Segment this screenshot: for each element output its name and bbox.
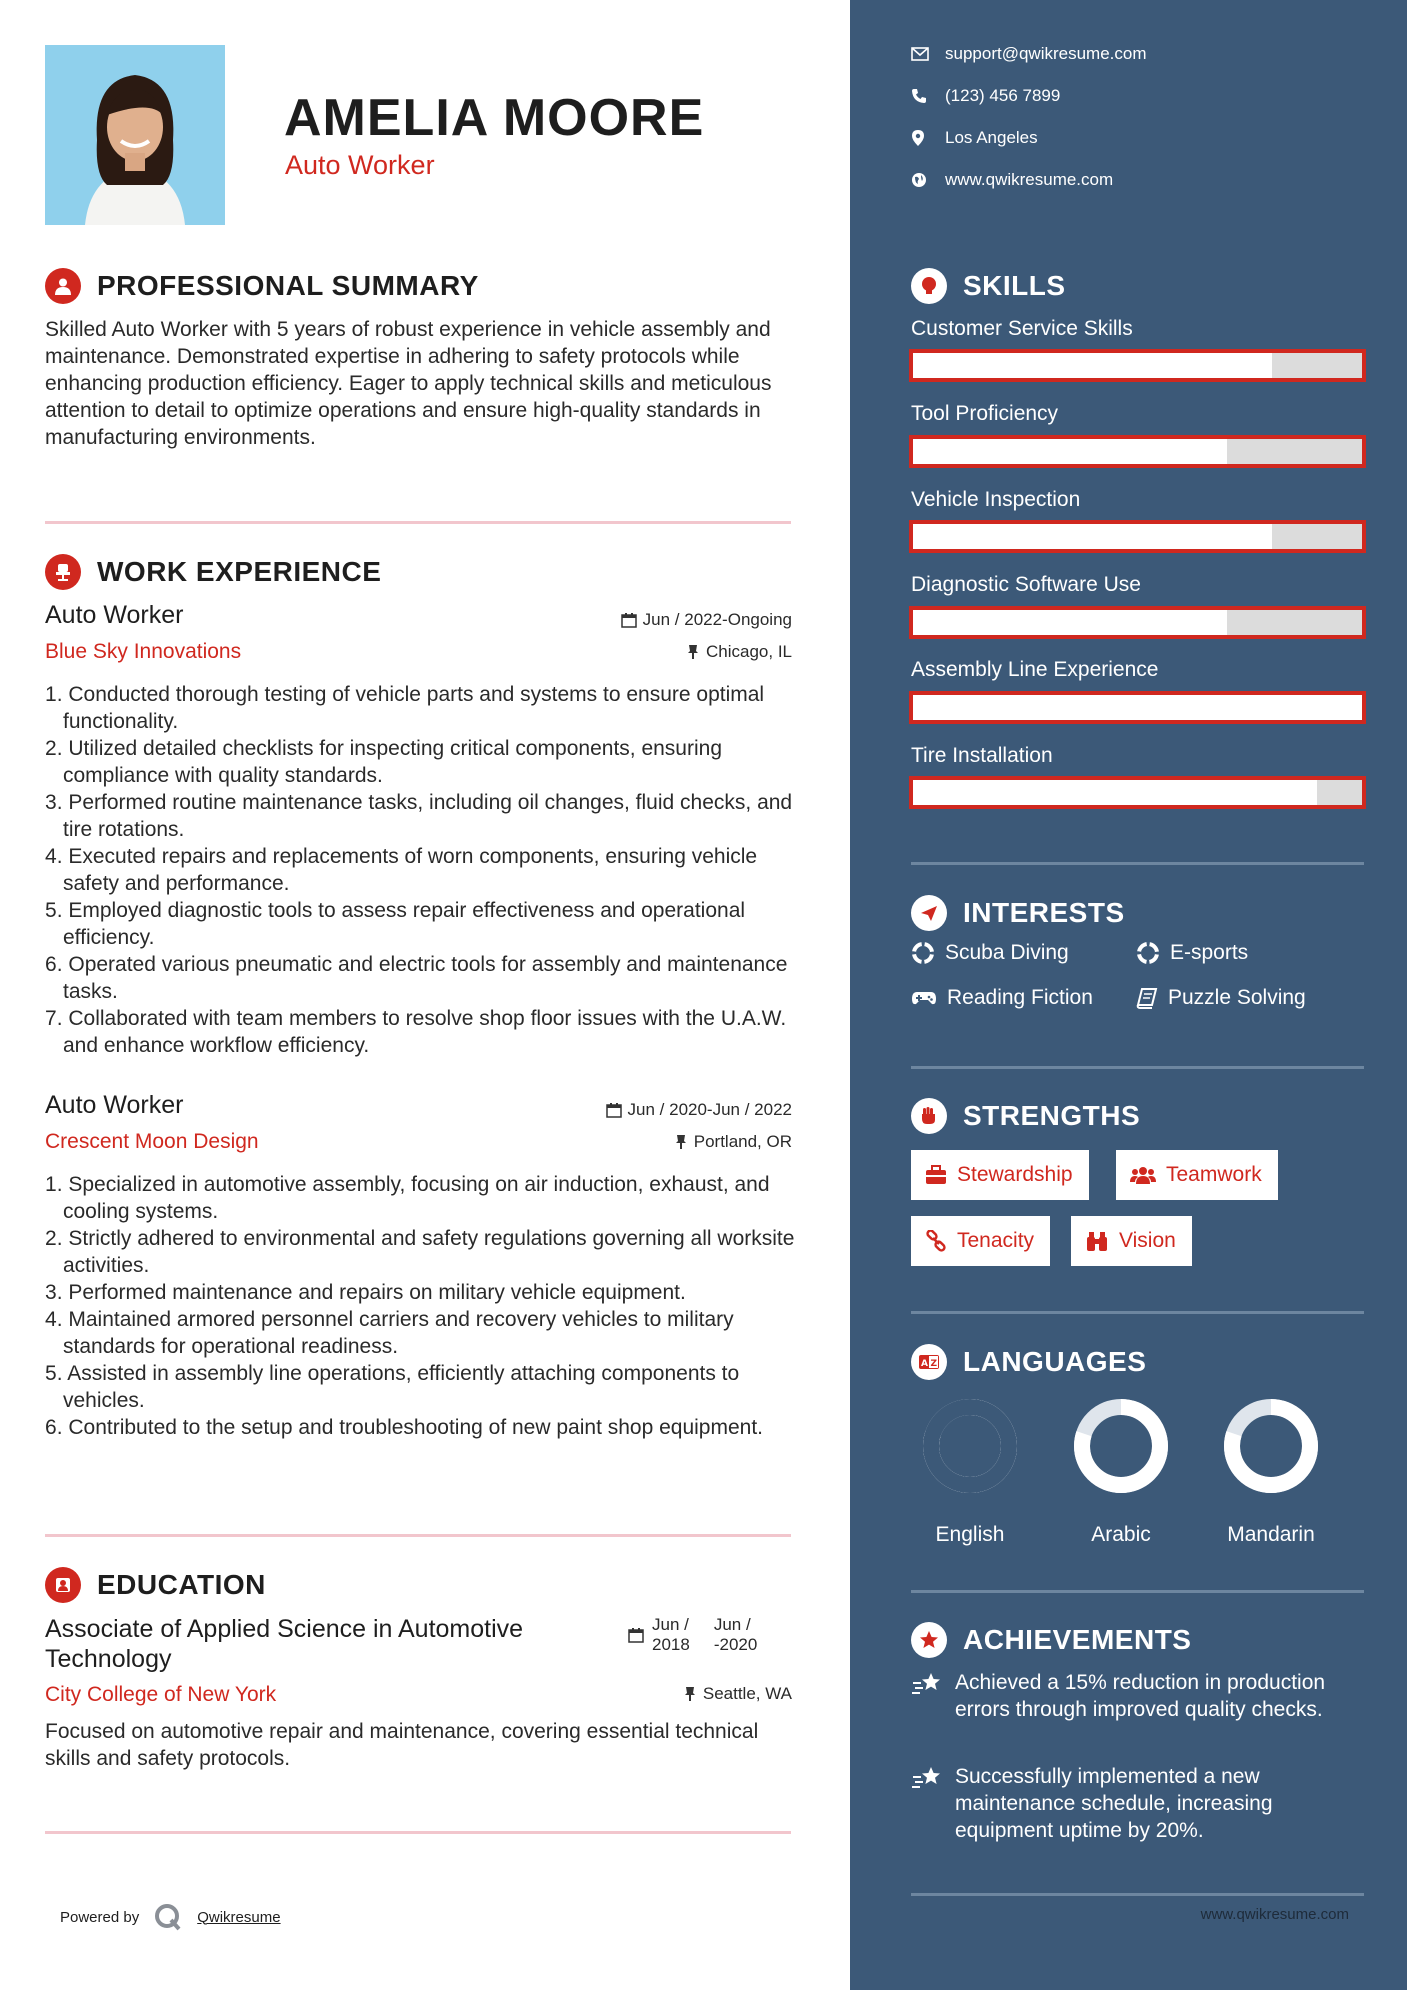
job-location [674, 1132, 792, 1152]
skill-bar [909, 606, 1366, 639]
pin-icon [674, 1134, 688, 1150]
achievement-text: Successfully implemented a new maintenance schedule, increasing equipment uptime by 20%. [955, 1765, 1273, 1842]
language-item [900, 1396, 1040, 1547]
language-label: English [935, 1523, 1005, 1546]
language-item [1051, 1396, 1191, 1547]
school-name: City College of New York [45, 1683, 277, 1706]
contact-phone-text: (123) 456 7899 [945, 86, 1061, 105]
education-title: EDUCATION [97, 1569, 266, 1600]
list-item: Performed routine maintenance tasks, including oil changes, fluid checks, and tire rotations. [63, 791, 793, 841]
powered-by [60, 1902, 281, 1932]
candidate-name: AMELIA MOORE [284, 89, 705, 147]
contact-location [911, 128, 1038, 148]
list-item: Employed diagnostic tools to assess repair effectiveness and operational efficiency. [63, 899, 746, 949]
user-icon [45, 268, 81, 304]
skills-heading [911, 268, 1066, 304]
strengths-title: STRENGTHS [963, 1100, 1141, 1131]
sidebar-divider [911, 1066, 1364, 1069]
language-item [1201, 1396, 1341, 1547]
skill-fill [913, 610, 1227, 635]
languages-heading [911, 1344, 1146, 1380]
strengths-heading [911, 1098, 1140, 1134]
gamepad-icon [911, 988, 937, 1008]
achievement-item [911, 1669, 1351, 1723]
language-label: Mandarin [1227, 1523, 1315, 1546]
degree-line: Technology [45, 1645, 172, 1673]
job-dates [621, 610, 792, 630]
shooting-star-icon [911, 1671, 947, 1699]
star-icon [911, 1622, 947, 1658]
skill-label: Customer Service Skills [911, 317, 1133, 340]
degree-line: Associate of Applied Science in Automotive [45, 1615, 524, 1643]
education-description: Focused on automotive repair and maintenance, covering essential technical skills and safety protocols. [45, 1720, 759, 1770]
strength-label: Teamwork [1166, 1163, 1262, 1186]
contact-website-text: www.qwikresume.com [945, 170, 1114, 189]
company-name: Crescent Moon Design [45, 1130, 259, 1153]
divider [45, 1831, 791, 1834]
list-item: Performed maintenance and repairs on military vehicle equipment. [68, 1281, 686, 1304]
calendar-icon [628, 1627, 644, 1643]
skill-fill [913, 695, 1362, 720]
users-icon [1130, 1165, 1156, 1185]
interests-title: INTERESTS [963, 897, 1125, 928]
language-ring [920, 1396, 1020, 1496]
list-item: Maintained armored personnel carriers and recovery vehicles to military standards for operational readiness. [63, 1308, 734, 1358]
binoculars-icon [1085, 1230, 1109, 1252]
skill-bar [909, 776, 1366, 809]
divider [45, 1534, 791, 1537]
skill-bar [909, 520, 1366, 553]
sidebar-divider [911, 1893, 1364, 1896]
language-ring [1221, 1396, 1321, 1496]
paper-plane-icon [911, 895, 947, 931]
summary-title: PROFESSIONAL SUMMARY [97, 270, 479, 301]
contact-email[interactable] [911, 44, 1147, 64]
language-label: Arabic [1091, 1523, 1151, 1546]
skill-fill [913, 780, 1317, 805]
powered-by-text: Powered by [60, 1908, 140, 1926]
strength-badge [911, 1216, 1050, 1266]
language-ring [1071, 1396, 1171, 1496]
skill-label: Assembly Line Experience [911, 658, 1159, 681]
strength-badge [1116, 1150, 1278, 1200]
skill-fill [913, 439, 1227, 464]
skill-label: Tool Proficiency [911, 402, 1059, 425]
interests-heading [911, 895, 1125, 931]
strength-label: Vision [1119, 1229, 1176, 1252]
pin-icon [686, 644, 700, 660]
list-item: Assisted in assembly line operations, efficiently attaching components to vehicles. [63, 1362, 740, 1412]
lightbulb-icon [911, 268, 947, 304]
calendar-icon [606, 1102, 622, 1118]
divider [45, 521, 791, 524]
achievements-heading [911, 1622, 1191, 1658]
svg-text:Z: Z [930, 1359, 938, 1369]
job-location [686, 642, 792, 662]
pin-icon [683, 1686, 697, 1702]
svg-text:A: A [921, 1359, 928, 1369]
brand-link[interactable]: Qwikresume [197, 1908, 281, 1926]
contact-location-text: Los Angeles [945, 128, 1038, 147]
list-item: Strictly adhered to environmental and safety regulations governing all worksite activities. [63, 1227, 795, 1277]
education-location [683, 1684, 792, 1704]
link-icon [925, 1230, 947, 1252]
skill-bar [909, 435, 1366, 468]
company-name: Blue Sky Innovations [45, 640, 242, 663]
education-heading [45, 1567, 266, 1603]
achievement-item [911, 1763, 1351, 1844]
interest-label: Reading Fiction [947, 986, 1093, 1009]
strength-badge [911, 1150, 1089, 1200]
lifebuoy-icon [1136, 941, 1160, 965]
experience-title: WORK EXPERIENCE [97, 556, 382, 587]
interest-item [911, 986, 1093, 1010]
strength-label: Tenacity [957, 1229, 1035, 1252]
list-item: Executed repairs and replacements of worn components, ensuring vehicle safety and performance. [63, 845, 758, 895]
interest-item [911, 941, 1069, 965]
graduate-icon [45, 1567, 81, 1603]
job-dates-text: Jun / 2020-Jun / 2022 [627, 1100, 792, 1119]
contact-phone[interactable] [911, 86, 1060, 106]
experience-heading [45, 554, 381, 590]
duties-list [45, 681, 805, 1059]
skill-label: Vehicle Inspection [911, 488, 1081, 511]
shooting-star-icon [911, 1765, 947, 1793]
interest-item [1136, 941, 1248, 965]
book-icon [1136, 987, 1158, 1009]
candidate-title: Auto Worker [285, 150, 435, 180]
contact-email-text: support@qwikresume.com [945, 44, 1147, 63]
list-item: Conducted thorough testing of vehicle parts and systems to ensure optimal functionality. [63, 683, 765, 733]
interest-label: Scuba Diving [945, 941, 1069, 964]
skill-label: Diagnostic Software Use [911, 573, 1141, 596]
achievement-text: Achieved a 15% reduction in production errors through improved quality checks. [955, 1671, 1326, 1721]
sidebar-divider [911, 1590, 1364, 1593]
profile-photo [45, 45, 225, 225]
start-year: 2018 [652, 1635, 690, 1654]
education-dates [628, 1615, 757, 1655]
calendar-icon [621, 612, 637, 628]
globe-icon [911, 172, 927, 188]
skill-label: Tire Installation [911, 744, 1053, 767]
interest-label: Puzzle Solving [1168, 986, 1306, 1009]
contact-website[interactable] [911, 170, 1113, 190]
strength-badge [1071, 1216, 1192, 1266]
list-item: Operated various pneumatic and electric tools for assembly and maintenance tasks. [63, 953, 788, 1003]
location-pin-icon [911, 129, 925, 147]
interest-item [1136, 986, 1306, 1010]
sidebar-divider [911, 862, 1364, 865]
languages-title: LANGUAGES [963, 1346, 1147, 1377]
education-location-text: Seattle, WA [702, 1684, 792, 1703]
job-location-text: Chicago, IL [706, 642, 792, 661]
job-location-text: Portland, OR [693, 1132, 792, 1151]
summary-text: Skilled Auto Worker with 5 years of robust experience in vehicle assembly and maintenance. Demonstrated expertise in adhering to safety protocols while enhancing production efficiency. Eager to apply technical skills and meticulous attention to detail to optimize operations and ensure high-quality standards in manufacturing environments. [45, 318, 772, 449]
skill-bar [909, 349, 1366, 382]
end-month: Jun / [713, 1615, 751, 1634]
job-dates [606, 1100, 792, 1120]
fist-icon [911, 1098, 947, 1134]
list-item: Specialized in automotive assembly, focusing on air induction, exhaust, and cooling systems. [63, 1173, 770, 1223]
job-dates-text: Jun / 2022-Ongoing [642, 610, 792, 629]
sidebar-divider [911, 1311, 1364, 1314]
skill-bar [909, 691, 1366, 724]
briefcase-icon [925, 1165, 947, 1185]
achievements-title: ACHIEVEMENTS [963, 1624, 1192, 1655]
strength-label: Stewardship [957, 1163, 1073, 1186]
skill-fill [913, 524, 1272, 549]
envelope-icon [911, 47, 929, 61]
skills-title: SKILLS [963, 270, 1066, 301]
skill-fill [913, 353, 1272, 378]
interest-label: E-sports [1170, 941, 1249, 964]
summary-heading [45, 268, 479, 304]
list-item: Utilized detailed checklists for inspecting critical components, ensuring compliance with quality standards. [63, 737, 723, 787]
job-title: Auto Worker [45, 1091, 184, 1119]
footer-website[interactable]: www.qwikresume.com [1200, 1906, 1349, 1923]
list-item: Collaborated with team members to resolve shop floor issues with the U.A.W. and enhance workflow efficiency. [63, 1007, 787, 1057]
start-month: Jun / [652, 1615, 689, 1634]
degree-title [45, 1614, 523, 1674]
phone-icon [911, 88, 927, 104]
lifebuoy-icon [911, 941, 935, 965]
list-item: Contributed to the setup and troubleshooting of new paint shop equipment. [68, 1416, 764, 1439]
duties-list [45, 1171, 805, 1441]
chair-icon [45, 554, 81, 590]
translate-icon [911, 1344, 947, 1380]
job-title: Auto Worker [45, 601, 184, 629]
qwikresume-logo-icon [153, 1902, 183, 1932]
end-year: -2020 [713, 1635, 758, 1654]
